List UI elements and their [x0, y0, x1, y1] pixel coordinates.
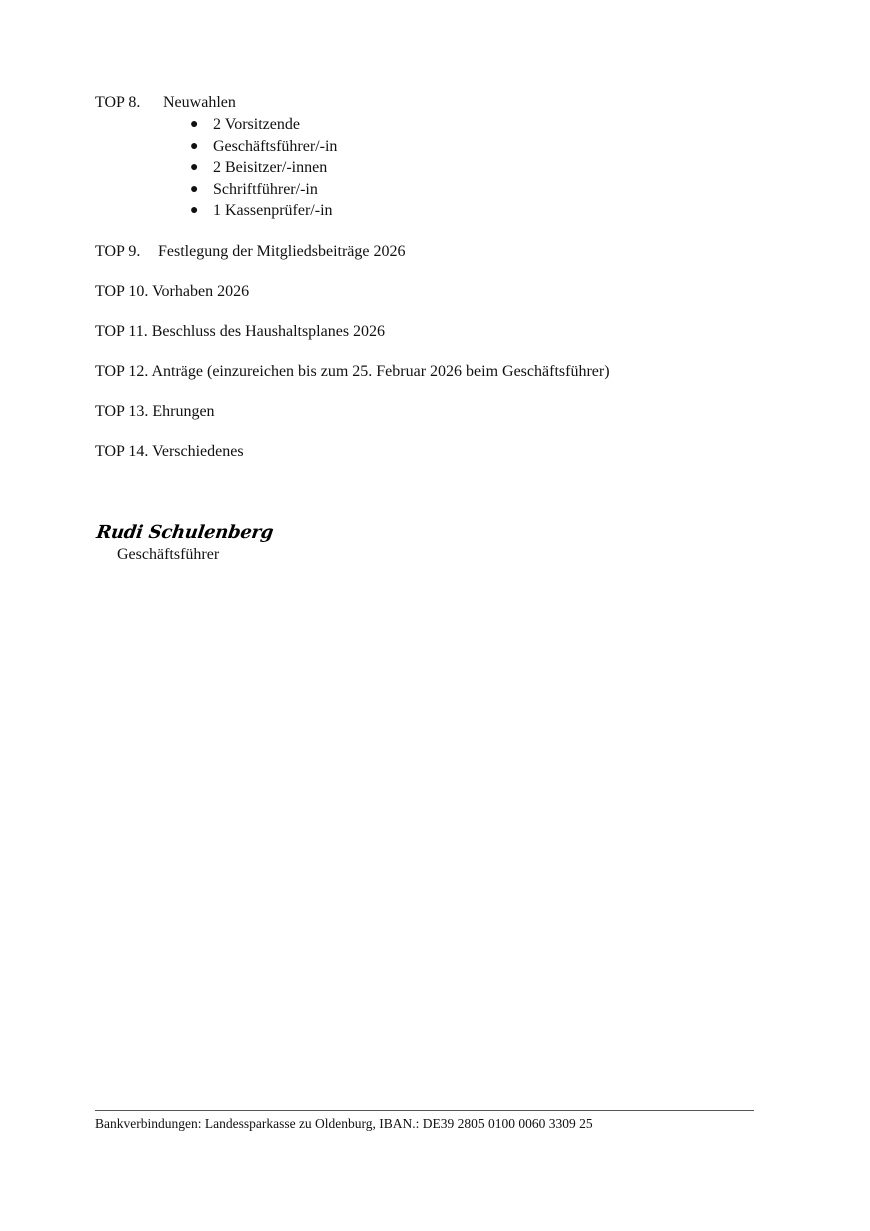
- agenda-item-label: TOP 14.: [95, 442, 149, 460]
- bullet-icon: ●: [190, 138, 199, 154]
- agenda-item-text: Ehrungen: [152, 402, 215, 420]
- agenda-item-label: TOP 13.: [95, 402, 149, 420]
- bullet-icon: ●: [190, 203, 199, 218]
- list-item-text: Geschäftsführer/-in: [213, 137, 338, 155]
- list-item: [190, 200, 795, 222]
- footer-divider: [95, 1110, 754, 1111]
- agenda-item-top13: [95, 402, 795, 422]
- agenda-item-top10: [95, 282, 795, 302]
- signature-block: [95, 522, 275, 565]
- agenda-item-top11: [95, 322, 795, 342]
- list-item-text: 2 Beisitzer/-innen: [213, 159, 328, 176]
- agenda-item-label: TOP 8.: [95, 94, 141, 111]
- agenda-item-text: Verschiedenes: [152, 442, 244, 460]
- list-item: [190, 136, 795, 158]
- list-item: [190, 114, 795, 136]
- agenda-item-label: TOP 12.: [95, 362, 149, 380]
- signature: Rudi Schulenberg: [95, 522, 275, 543]
- agenda-item-label: TOP 9.: [95, 242, 141, 260]
- signer-role: Geschäftsführer: [117, 546, 220, 563]
- spacer: [95, 342, 795, 362]
- election-positions-list: [95, 114, 795, 222]
- agenda-item-text: Vorhaben 2026: [152, 282, 250, 300]
- agenda-item-text: Festlegung der Mitgliedsbeiträge 2026: [158, 242, 406, 260]
- list-item-text: 2 Vorsitzende: [213, 116, 300, 133]
- bullet-icon: ●: [190, 181, 199, 197]
- agenda-item-top14: [95, 442, 795, 462]
- spacer: [95, 262, 795, 282]
- bullet-icon: ●: [190, 160, 199, 175]
- bullet-icon: ●: [190, 117, 199, 132]
- agenda-item-text: Neuwahlen: [163, 94, 236, 111]
- spacer: [95, 422, 795, 442]
- list-item: [190, 157, 795, 179]
- agenda-list: [95, 93, 795, 462]
- agenda-item-text: Anträge (einzureichen bis zum 25. Februar 2026 beim Geschäftsführer): [151, 362, 610, 380]
- agenda-item-top9: [95, 242, 795, 262]
- list-item-text: Schriftführer/-in: [213, 180, 318, 198]
- list-item: [190, 179, 795, 201]
- spacer: [95, 382, 795, 402]
- list-item-text: 1 Kassenprüfer/-in: [213, 202, 333, 219]
- spacer: [95, 222, 795, 242]
- agenda-item-label: TOP 11.: [95, 322, 148, 340]
- agenda-item-top8: [95, 93, 795, 113]
- agenda-item-top12: [95, 362, 795, 382]
- footer-bank-info: Bankverbindungen: Landessparkasse zu Oldenburg, IBAN.: DE39 2805 0100 0060 3309 25: [95, 1116, 593, 1131]
- agenda-item-label: TOP 10.: [95, 282, 149, 300]
- spacer: [95, 302, 795, 322]
- agenda-item-text: Beschluss des Haushaltsplanes 2026: [151, 322, 386, 340]
